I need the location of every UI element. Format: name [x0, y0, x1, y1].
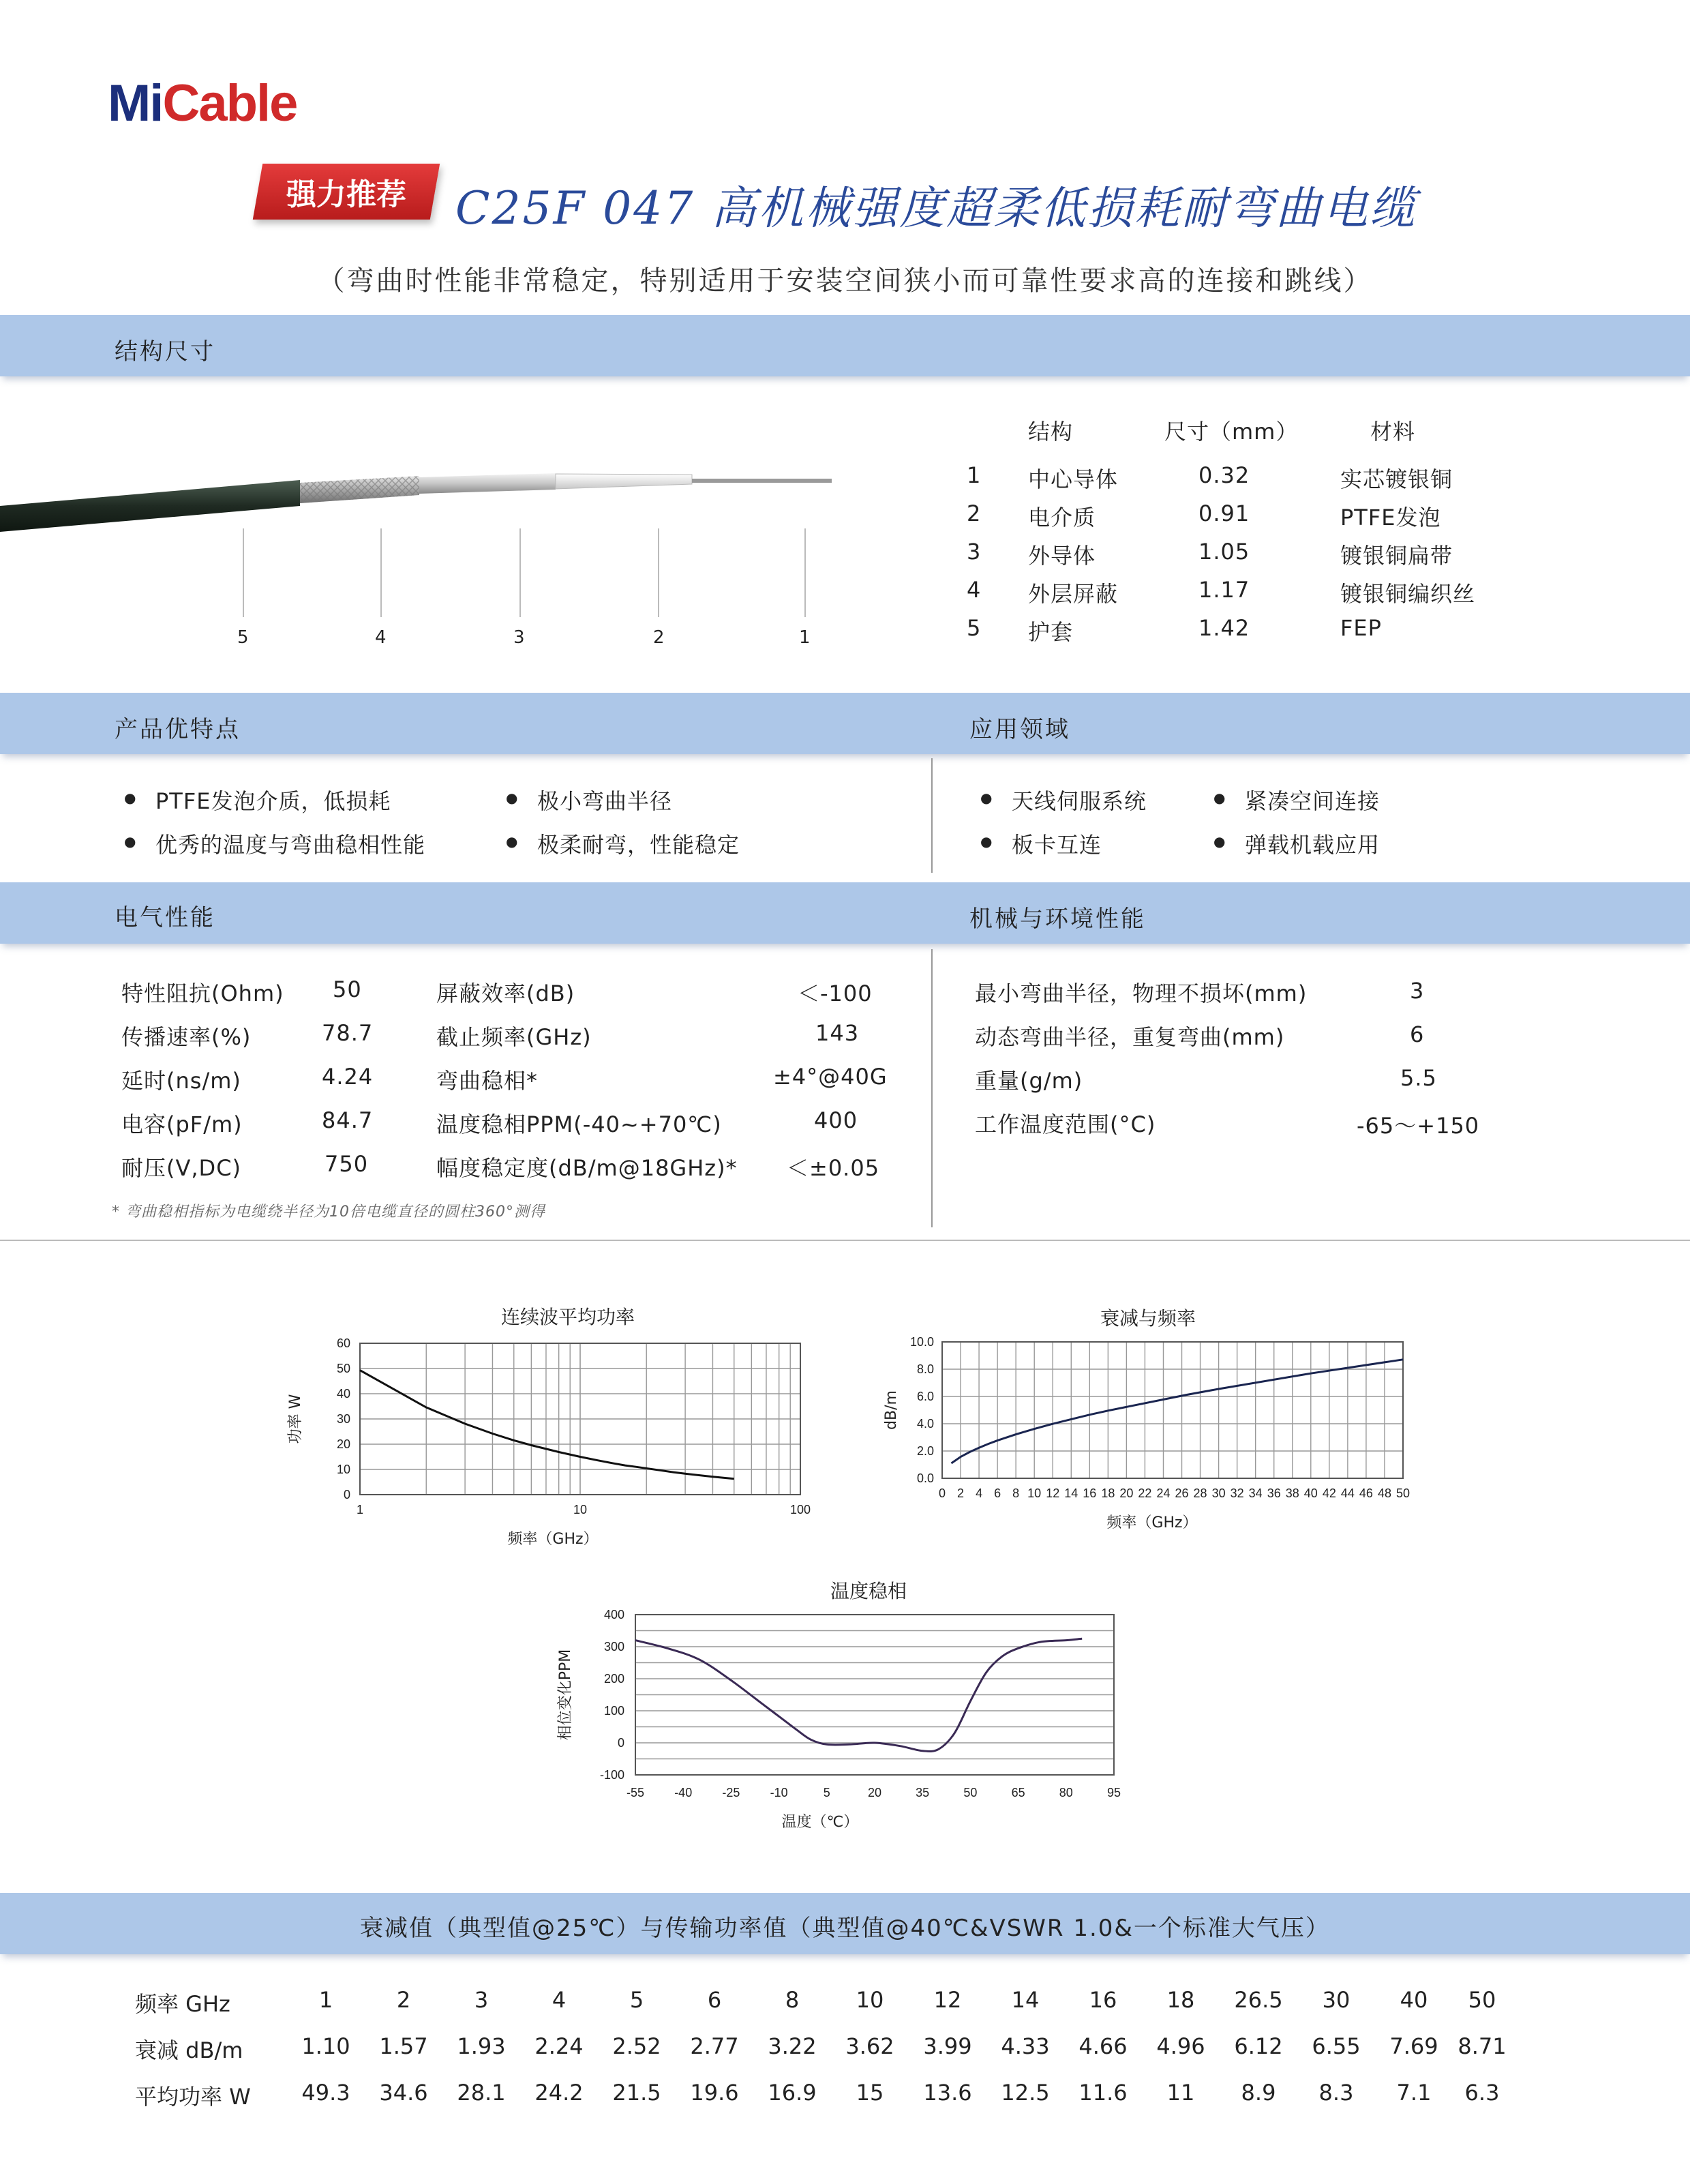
elec-value: ±4°@40G — [773, 1064, 888, 1090]
elec-label: 延时(ns/m) — [121, 1068, 241, 1094]
row-name: 电介质 — [1028, 505, 1096, 530]
mech-value: 3 — [1410, 978, 1425, 1004]
y-tick: 2.0 — [916, 1444, 934, 1458]
structure-col-header: 材料 — [1370, 419, 1416, 445]
application-item: ● 弹载机载应用 — [1245, 828, 1380, 859]
chart-grid — [360, 1343, 800, 1495]
feature-item: ● 极小弯曲半径 — [537, 784, 672, 816]
table-cell: 18 — [1166, 1987, 1195, 2013]
x-tick: -10 — [770, 1786, 788, 1799]
x-tick: 95 — [1106, 1786, 1121, 1799]
y-tick: 0 — [617, 1736, 624, 1750]
row-name: 外导体 — [1028, 543, 1096, 569]
structure-title: 结构尺寸 — [115, 338, 215, 365]
application-item: ● 紧凑空间连接 — [1245, 784, 1380, 816]
table-cell: 1.93 — [457, 2033, 506, 2059]
center-conductor — [692, 479, 832, 483]
x-tick: 42 — [1322, 1486, 1336, 1500]
table-cell: 1.10 — [301, 2033, 350, 2059]
callout-number: 5 — [237, 627, 250, 648]
x-tick: 40 — [1303, 1486, 1318, 1500]
dielectric — [556, 474, 692, 489]
x-tick: 34 — [1248, 1486, 1263, 1500]
row-size: 1.05 — [1198, 539, 1250, 565]
elec-label: 弯曲稳相* — [436, 1068, 539, 1094]
recommend-badge — [253, 164, 440, 220]
micable-logo — [108, 74, 297, 133]
row-size: 1.42 — [1198, 615, 1250, 641]
table-cell: 8.71 — [1458, 2033, 1507, 2059]
table-row-label: 平均功率 W — [135, 2084, 251, 2110]
callout-number: 2 — [653, 627, 665, 648]
callout-line-4 — [380, 528, 382, 617]
x-tick: 32 — [1230, 1486, 1244, 1500]
mech-label: 重量(g/m) — [975, 1068, 1083, 1094]
table-cell: 40 — [1400, 1987, 1428, 2013]
x-tick: 80 — [1059, 1786, 1073, 1799]
y-tick: 300 — [603, 1640, 624, 1654]
table-cell: 6.12 — [1234, 2033, 1283, 2059]
x-tick: 28 — [1193, 1486, 1207, 1500]
x-tick: 18 — [1101, 1486, 1115, 1500]
x-tick: 6 — [994, 1486, 1001, 1500]
elec-value: 78.7 — [322, 1020, 374, 1046]
section-divider — [0, 1240, 1690, 1241]
features-band — [0, 693, 1690, 754]
row-name: 护套 — [1028, 619, 1074, 645]
elec-label: 耐压(V,DC) — [121, 1155, 242, 1181]
table-title: 衰减值（典型值@25℃）与传输功率值（典型值@40℃&VSWR 1.0&一个标准大气压） — [360, 1915, 1330, 1942]
table-cell: 16 — [1089, 1987, 1117, 2013]
row-size: 0.91 — [1198, 500, 1250, 526]
table-cell: 8.9 — [1241, 2080, 1276, 2106]
x-tick: 12 — [1046, 1486, 1060, 1500]
table-cell: 16.9 — [768, 2080, 817, 2106]
x-tick: 22 — [1138, 1486, 1152, 1500]
table-cell: 4.66 — [1078, 2033, 1128, 2059]
table-cell: 2.52 — [612, 2033, 661, 2059]
elec-value: 4.24 — [322, 1064, 374, 1090]
x-axis-label: 频率（GHz） — [1106, 1514, 1198, 1531]
structure-col-header: 结构 — [1028, 419, 1074, 445]
x-tick: 8 — [1012, 1486, 1020, 1500]
attenuation-power-table — [0, 1977, 1690, 2114]
row-no: 3 — [967, 539, 982, 565]
chart-grid — [635, 1615, 1114, 1775]
table-cell: 26.5 — [1234, 1987, 1283, 2013]
table-cell: 7.1 — [1396, 2080, 1432, 2106]
table-cell: 12.5 — [1001, 2080, 1050, 2106]
x-tick: 30 — [1211, 1486, 1226, 1500]
row-material: 镀银铜编织丝 — [1340, 581, 1476, 607]
table-cell: 1.57 — [379, 2033, 428, 2059]
table-cell: 24.2 — [534, 2080, 584, 2106]
table-cell: 30 — [1322, 1987, 1351, 2013]
cable-illustration — [0, 464, 845, 545]
row-no: 1 — [967, 462, 982, 488]
y-tick: 0.0 — [916, 1471, 934, 1485]
table-cell: 49.3 — [301, 2080, 350, 2106]
x-tick: 44 — [1340, 1486, 1355, 1500]
table-cell: 6 — [707, 1987, 722, 2013]
mech-label: 工作温度范围(°C) — [975, 1111, 1156, 1137]
logo-main: Mi — [108, 74, 163, 132]
x-tick: 20 — [1119, 1486, 1134, 1500]
x-axis-label: 频率（GHz） — [507, 1531, 599, 1548]
features-title: 产品优特点 — [115, 716, 241, 743]
elec-value: 50 — [333, 976, 362, 1002]
y-tick: 60 — [336, 1336, 350, 1350]
row-material: FEP — [1340, 615, 1382, 641]
x-tick: 46 — [1359, 1486, 1373, 1500]
y-tick: 400 — [603, 1608, 624, 1621]
x-tick: 24 — [1156, 1486, 1171, 1500]
table-cell: 13.6 — [923, 2080, 972, 2106]
y-axis-label: dB/m — [883, 1390, 900, 1430]
x-tick: 38 — [1285, 1486, 1299, 1500]
callout-number: 1 — [799, 627, 811, 648]
attenuation-series-line — [952, 1360, 1404, 1463]
power-series-line — [360, 1371, 734, 1479]
applications-title: 应用领域 — [969, 716, 1070, 743]
table-cell: 34.6 — [379, 2080, 428, 2106]
x-tick: 50 — [963, 1786, 978, 1799]
footnote: * 弯曲稳相指标为电缆绕半径为10倍电缆直径的圆柱360°测得 — [112, 1203, 545, 1221]
elec-value: ＜±0.05 — [787, 1155, 880, 1181]
table-cell: 4 — [552, 1987, 567, 2013]
y-tick: 10 — [336, 1463, 350, 1476]
callout-line-5 — [243, 528, 244, 617]
structure-col-header: 尺寸（mm） — [1164, 419, 1299, 445]
mech-label: 动态弯曲半径，重复弯曲(mm) — [975, 1024, 1285, 1050]
x-tick: 10 — [1027, 1486, 1042, 1500]
row-name: 中心导体 — [1028, 466, 1119, 492]
x-tick: 4 — [976, 1486, 983, 1500]
table-cell: 50 — [1468, 1987, 1496, 2013]
feature-item: ● 极柔耐弯，性能稳定 — [537, 828, 740, 859]
table-cell: 5 — [629, 1987, 644, 2013]
elec-label: 传播速率(%) — [121, 1024, 252, 1050]
y-tick: 8.0 — [916, 1362, 934, 1376]
x-axis-label: 温度（℃） — [781, 1814, 859, 1831]
mech-value: 6 — [1410, 1021, 1425, 1047]
feature-item: ● PTFE发泡介质，低损耗 — [155, 784, 391, 816]
page-subtitle: （弯曲时性能非常稳定，特别适用于安装空间狭小而可靠性要求高的连接和跳线） — [317, 265, 1373, 297]
application-item: ● 天线伺服系统 — [1012, 784, 1147, 816]
y-tick: 50 — [336, 1362, 350, 1375]
x-tick: 16 — [1083, 1486, 1097, 1500]
x-tick: -40 — [674, 1786, 693, 1799]
plot-frame — [942, 1342, 1403, 1478]
table-cell: 28.1 — [457, 2080, 506, 2106]
elec-value: 143 — [815, 1020, 860, 1046]
x-tick: -55 — [626, 1786, 645, 1799]
table-cell: 11 — [1166, 2080, 1195, 2106]
row-material: 镀银铜扁带 — [1340, 543, 1453, 569]
table-cell: 11.6 — [1078, 2080, 1128, 2106]
table-cell: 4.33 — [1001, 2033, 1050, 2059]
x-tick: 1 — [356, 1503, 364, 1516]
table-cell: 3.62 — [845, 2033, 894, 2059]
elec-label: 幅度稳定度(dB/m@18GHz)* — [436, 1155, 738, 1181]
y-tick: 6.0 — [916, 1390, 934, 1403]
x-tick: 0 — [938, 1486, 946, 1500]
elec-value: 400 — [814, 1107, 858, 1133]
callout-number: 3 — [513, 627, 526, 648]
table-cell: 7.69 — [1389, 2033, 1438, 2059]
callout-line-1 — [804, 528, 806, 617]
column-divider — [931, 949, 933, 1227]
chart-grid — [942, 1342, 1403, 1478]
chart-title: 连续波平均功率 — [501, 1306, 635, 1328]
x-tick: 14 — [1064, 1486, 1078, 1500]
mechanical-title: 机械与环境性能 — [969, 906, 1146, 933]
x-tick: 5 — [823, 1786, 830, 1799]
row-size: 0.32 — [1198, 462, 1250, 488]
table-cell: 1 — [318, 1987, 333, 2013]
chart-title: 衰减与频率 — [1100, 1307, 1196, 1330]
table-cell: 8.3 — [1318, 2080, 1354, 2106]
temperature-phase-chart — [545, 1596, 1132, 1841]
elec-label: 屏蔽效率(dB) — [436, 981, 575, 1006]
x-tick: 50 — [1395, 1486, 1410, 1500]
mech-value: -65～+150 — [1357, 1113, 1480, 1139]
table-cell: 3.22 — [768, 2033, 817, 2059]
badge-text: 强力推荐 — [286, 177, 406, 212]
y-tick: 40 — [336, 1387, 350, 1401]
table-cell: 2 — [396, 1987, 411, 2013]
table-cell: 21.5 — [612, 2080, 661, 2106]
elec-value: 750 — [325, 1151, 369, 1177]
x-tick: 65 — [1011, 1786, 1025, 1799]
elec-label: 截止频率(GHz) — [436, 1024, 592, 1050]
mech-value: 5.5 — [1400, 1065, 1437, 1091]
row-material: PTFE发泡 — [1340, 505, 1441, 530]
table-cell: 2.24 — [534, 2033, 584, 2059]
x-tick: 20 — [867, 1786, 882, 1799]
table-cell: 2.77 — [690, 2033, 739, 2059]
x-tick: 10 — [573, 1503, 588, 1516]
elec-label: 特性阻抗(Ohm) — [121, 981, 284, 1006]
x-tick: -25 — [722, 1786, 740, 1799]
row-no: 2 — [967, 500, 982, 526]
elec-label: 温度稳相PPM(-40~+70℃) — [436, 1111, 722, 1137]
table-row-label: 衰减 dB/m — [135, 2037, 243, 2063]
table-cell: 12 — [933, 1987, 962, 2013]
y-tick: -100 — [599, 1768, 624, 1782]
feature-item: ● 优秀的温度与弯曲稳相性能 — [155, 828, 425, 859]
electrical-title: 电气性能 — [115, 904, 215, 931]
x-tick: 48 — [1377, 1486, 1391, 1500]
table-cell: 6.55 — [1312, 2033, 1361, 2059]
elec-value: 84.7 — [322, 1107, 374, 1133]
electrical-band — [0, 882, 1690, 944]
outer-conductor — [419, 473, 556, 494]
y-tick: 30 — [336, 1412, 350, 1426]
jacket — [0, 480, 300, 532]
table-cell: 4.96 — [1156, 2033, 1205, 2059]
callout-number: 4 — [375, 627, 387, 648]
table-cell: 19.6 — [690, 2080, 739, 2106]
x-tick: 36 — [1267, 1486, 1281, 1500]
row-material: 实芯镀银铜 — [1340, 466, 1453, 492]
column-divider — [931, 758, 933, 873]
table-row-label: 频率 GHz — [135, 1991, 230, 2017]
row-no: 5 — [967, 615, 982, 641]
elec-value: ＜-100 — [798, 981, 873, 1006]
y-tick: 20 — [336, 1437, 350, 1451]
y-tick: 4.0 — [916, 1417, 934, 1431]
table-cell: 15 — [856, 2080, 884, 2106]
logo-accent: Cable — [162, 74, 297, 132]
row-name: 外层屏蔽 — [1028, 581, 1119, 607]
table-cell: 14 — [1011, 1987, 1040, 2013]
table-cell: 3.99 — [923, 2033, 972, 2059]
x-tick: 35 — [916, 1786, 930, 1799]
application-item: ● 板卡互连 — [1012, 828, 1102, 859]
y-axis-label: 相位变化PPM — [557, 1649, 574, 1741]
table-cell: 6.3 — [1464, 2080, 1500, 2106]
callout-line-3 — [519, 528, 521, 617]
callout-line-2 — [658, 528, 659, 617]
elec-label: 电容(pF/m) — [121, 1111, 243, 1137]
structure-band — [0, 315, 1690, 376]
x-tick: 100 — [789, 1503, 811, 1516]
attenuation-chart — [873, 1323, 1418, 1548]
cw-power-chart — [259, 1323, 832, 1548]
table-cell: 10 — [856, 1987, 884, 2013]
mech-label: 最小弯曲半径，物理不损坏(mm) — [975, 981, 1308, 1006]
y-tick: 0 — [343, 1488, 350, 1501]
row-size: 1.17 — [1198, 577, 1250, 603]
y-tick: 200 — [603, 1672, 624, 1686]
table-cell: 8 — [785, 1987, 800, 2013]
page-title: C25F 047 高机械强度超柔低损耗耐弯曲电缆 — [455, 182, 1417, 235]
chart-title: 温度稳相 — [830, 1580, 907, 1602]
x-tick: 2 — [957, 1486, 965, 1500]
x-tick: 26 — [1175, 1486, 1189, 1500]
y-axis-label: 功率 W — [287, 1394, 304, 1444]
table-cell: 3 — [474, 1987, 489, 2013]
y-tick: 10.0 — [909, 1335, 934, 1349]
y-tick: 100 — [603, 1704, 624, 1718]
row-no: 4 — [967, 577, 982, 603]
